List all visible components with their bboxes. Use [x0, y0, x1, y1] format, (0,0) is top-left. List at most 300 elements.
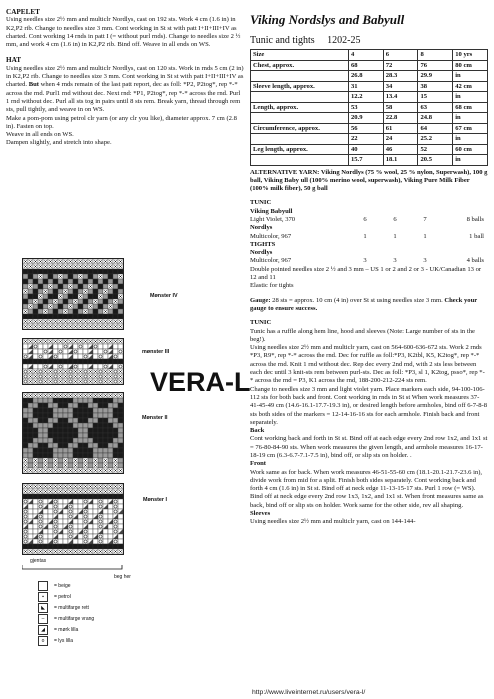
chart-grid — [23, 339, 123, 384]
chart-cell — [118, 398, 123, 403]
chart-cell — [98, 289, 103, 294]
table-cell: 18.1 — [383, 155, 418, 166]
chart-cell — [23, 299, 28, 304]
chart-cell — [38, 314, 43, 319]
legend-item — [38, 635, 94, 646]
chart-cell — [58, 433, 63, 438]
chart-cell — [33, 448, 38, 453]
chart-cell — [118, 403, 123, 408]
chart-cell — [33, 408, 38, 413]
chart-cell — [98, 423, 103, 428]
chart-cell — [68, 438, 73, 443]
tunic-heading: TUNIC — [250, 319, 272, 327]
chart-cell — [93, 423, 98, 428]
chart-cell — [38, 453, 43, 458]
chart-cell — [28, 309, 33, 314]
elastic-text: Elastic for tights — [250, 282, 294, 290]
chart-cell — [118, 289, 123, 294]
chart-cell — [103, 398, 108, 403]
table-cell: 15.7 — [348, 155, 383, 166]
chart-cell — [88, 418, 93, 423]
chart-cell — [63, 299, 68, 304]
chart-cell — [53, 398, 58, 403]
chart-cell — [48, 443, 53, 448]
chart-cell — [43, 519, 48, 524]
chart-cell — [108, 299, 113, 304]
chart-cell — [68, 294, 73, 299]
chart-cell — [78, 534, 83, 539]
chart-cell — [28, 534, 33, 539]
chart-cell — [33, 269, 38, 274]
table-row — [251, 155, 488, 166]
chart-cell — [53, 408, 58, 413]
chart-cell — [103, 403, 108, 408]
table-cell: 46 — [383, 144, 418, 155]
chart-cell — [118, 453, 123, 458]
chart-cell — [63, 453, 68, 458]
chart-cell — [118, 354, 123, 359]
chart-cell — [48, 269, 53, 274]
chart-cell — [28, 514, 33, 519]
chart-cell — [63, 494, 68, 499]
chart-cell — [113, 418, 118, 423]
chart-cell — [33, 544, 38, 549]
chart-cell — [93, 274, 98, 279]
chart-cell — [113, 364, 118, 369]
chart-cell — [118, 534, 123, 539]
chart-cell — [118, 514, 123, 519]
chart-cell — [63, 499, 68, 504]
legend-item — [38, 624, 94, 635]
chart-cell — [58, 289, 63, 294]
chart-cell — [113, 433, 118, 438]
yarn-qty: 1 — [363, 232, 367, 240]
chart-cell — [78, 453, 83, 458]
chart-cell — [108, 408, 113, 413]
chart-cell — [88, 529, 93, 534]
chart-cell — [108, 269, 113, 274]
chart-cell — [43, 354, 48, 359]
chart-cell — [63, 413, 68, 418]
chart-cell — [63, 529, 68, 534]
chart-cell — [113, 413, 118, 418]
chart-cell — [43, 344, 48, 349]
chart-cell — [108, 453, 113, 458]
chart-cell — [53, 423, 58, 428]
chart-cell — [58, 269, 63, 274]
chart-cell — [73, 529, 78, 534]
chart-cell — [118, 524, 123, 529]
chart-cell — [83, 418, 88, 423]
chart-cell — [113, 359, 118, 364]
chart-cell — [113, 443, 118, 448]
chart-cell — [93, 349, 98, 354]
sleeves-text: Using needles size 2½ mm and multiclr yarn, cast on 144-144- — [250, 518, 416, 526]
chart-cell — [43, 359, 48, 364]
chart-cell — [83, 403, 88, 408]
chart-cell — [98, 418, 103, 423]
chart-cell — [78, 544, 83, 549]
label-pattern-iv: Mønster IV — [150, 293, 178, 299]
chart-cell — [43, 448, 48, 453]
chart-cell — [93, 294, 98, 299]
chart-cell — [93, 544, 98, 549]
chart-cell — [33, 428, 38, 433]
chart-cell — [83, 413, 88, 418]
chart-cell — [93, 443, 98, 448]
chart-cell — [93, 509, 98, 514]
chart-cell — [88, 413, 93, 418]
chart-pattern-iii — [22, 338, 124, 385]
table-cell: 40 — [348, 144, 383, 155]
chart-cell — [83, 364, 88, 369]
chart-cell — [103, 413, 108, 418]
table-cell: 20.5 — [418, 155, 453, 166]
hat-text-2: when 4 rnds remain of the last patt report, dec as foll: *P2, P2tog*, rep *-* across the rnd. Purl1 rnd without dec. Next rnd: *P1, P2tog*, rep *-* across the rnd. Purl 1 rnd without dec. Purl all sts tog in pairs until 8 sts rem. Break yarn, thread through rem sts, pull tightly, and weave in on WS. — [6, 81, 241, 114]
chart-cell — [33, 539, 38, 544]
chart-cell — [103, 544, 108, 549]
chart-cell — [93, 519, 98, 524]
chart-cell — [33, 413, 38, 418]
chart-cell — [43, 453, 48, 458]
chart-cell — [73, 304, 78, 309]
table-cell: 60 cm — [453, 144, 488, 155]
chart-cell — [93, 364, 98, 369]
table-cell: 52 — [418, 144, 453, 155]
table-cell: Circumference, approx. — [251, 123, 349, 134]
chart-cell — [113, 349, 118, 354]
chart-cell — [88, 279, 93, 284]
chart-cell — [103, 423, 108, 428]
table-cell: 38 — [418, 81, 453, 92]
legend-label: = multifarge rett — [54, 604, 89, 611]
chart-cell — [98, 453, 103, 458]
chart-cell — [108, 524, 113, 529]
chart-cell — [78, 423, 83, 428]
chart-cell — [43, 403, 48, 408]
chart-cell — [43, 269, 48, 274]
chart-cell — [58, 284, 63, 289]
chart-cell — [83, 304, 88, 309]
chart-cell — [58, 299, 63, 304]
chart-cell — [83, 279, 88, 284]
chart-cell — [73, 398, 78, 403]
chart-cell — [48, 413, 53, 418]
source-url[interactable]: http://www.liveinternet.ru/users/vera-l/ — [252, 689, 366, 696]
chart-cell — [58, 398, 63, 403]
chart-cell — [83, 269, 88, 274]
chart-cell — [53, 544, 58, 549]
chart-cell — [58, 423, 63, 428]
chart-cell — [108, 289, 113, 294]
chart-cell — [88, 524, 93, 529]
table-cell: 42 cm — [453, 81, 488, 92]
chart-cell — [23, 398, 28, 403]
chart-cell — [98, 458, 103, 463]
table-row — [251, 113, 488, 124]
chart-cell — [103, 408, 108, 413]
chart-cell — [48, 433, 53, 438]
chart-cell — [98, 359, 103, 364]
chart-cell — [33, 359, 38, 364]
chart-cell — [58, 519, 63, 524]
left-column — [6, 6, 244, 148]
chart-cell — [98, 438, 103, 443]
chart-cell — [23, 494, 28, 499]
yarn-qty: 3 — [393, 257, 397, 265]
chart-cell — [103, 299, 108, 304]
chart-cell — [68, 279, 73, 284]
chart-cell — [43, 514, 48, 519]
chart-cell — [48, 524, 53, 529]
table-row — [251, 71, 488, 82]
table-cell: Leg length, approx. — [251, 144, 349, 155]
chart-pattern-i — [22, 483, 124, 555]
chart-cell — [48, 463, 53, 468]
chart-cell — [23, 418, 28, 423]
table-cell — [251, 113, 349, 124]
chart-cell — [33, 304, 38, 309]
chart-cell — [78, 458, 83, 463]
chart-cell — [98, 299, 103, 304]
chart-cell — [93, 524, 98, 529]
chart-cell — [43, 284, 48, 289]
chart-cell — [63, 269, 68, 274]
chart-cell — [53, 304, 58, 309]
chart-cell — [93, 314, 98, 319]
page-title: Viking Nordslys and Babyull — [250, 12, 405, 27]
chart-cell — [83, 299, 88, 304]
chart-cell — [118, 418, 123, 423]
chart-cell — [28, 509, 33, 514]
chart-cell — [108, 504, 113, 509]
chart-cell — [93, 499, 98, 504]
chart-cell — [53, 413, 58, 418]
chart-cell — [118, 494, 123, 499]
gauge-body: 28 sts = approx. 10 cm (4 in) over St st using needles size 3 mm. — [270, 296, 445, 304]
chart-cell — [108, 314, 113, 319]
table-row — [251, 81, 488, 92]
chart-cell — [33, 524, 38, 529]
chart-cell — [103, 314, 108, 319]
table-cell: 34 — [383, 81, 418, 92]
chart-cell — [53, 433, 58, 438]
chart-cell — [53, 349, 58, 354]
chart-cell — [93, 398, 98, 403]
chart-cell — [53, 364, 58, 369]
chart-cell — [48, 398, 53, 403]
chart-cell — [43, 423, 48, 428]
nordlys-heading-2: Nordlys — [250, 249, 273, 257]
table-cell — [251, 92, 349, 103]
table-cell: in — [453, 113, 488, 124]
legend-item — [38, 580, 94, 591]
chart-cell — [58, 453, 63, 458]
chart-cell — [73, 438, 78, 443]
chart-cell — [43, 294, 48, 299]
table-cell: Length, approx. — [251, 102, 349, 113]
chart-cell — [28, 428, 33, 433]
chart-cell — [73, 423, 78, 428]
chart-cell — [38, 423, 43, 428]
chart-cell — [73, 309, 78, 314]
chart-cell — [78, 499, 83, 504]
chart-cell — [28, 294, 33, 299]
chart-cell — [63, 359, 68, 364]
chart-cell — [43, 539, 48, 544]
swatch-multi-knit: ◣ — [38, 603, 48, 613]
chart-cell — [68, 274, 73, 279]
chart-cell — [58, 499, 63, 504]
chart-cell — [23, 403, 28, 408]
chart-cell — [48, 423, 53, 428]
chart-cell — [53, 418, 58, 423]
chart-cell — [108, 274, 113, 279]
chart-cell — [103, 418, 108, 423]
chart-cell — [93, 448, 98, 453]
chart-cell — [98, 284, 103, 289]
chart-cell — [28, 458, 33, 463]
chart-cell — [68, 453, 73, 458]
table-cell: 6 — [383, 50, 418, 61]
chart-cell — [113, 398, 118, 403]
chart-cell — [63, 398, 68, 403]
yarn-row-multicolor — [250, 233, 488, 241]
chart-cell — [73, 314, 78, 319]
chart-cell — [103, 284, 108, 289]
chart-cell — [53, 448, 58, 453]
chart-cell — [28, 403, 33, 408]
chart-cell — [88, 274, 93, 279]
chart-cell — [58, 448, 63, 453]
table-cell — [251, 134, 349, 145]
chart-cell — [83, 423, 88, 428]
chart-cell — [103, 539, 108, 544]
gauge-label: Gauge: — [250, 296, 271, 304]
chart-cell — [53, 309, 58, 314]
chart-cell — [88, 534, 93, 539]
chart-cell — [118, 463, 123, 468]
chart-cell — [118, 499, 123, 504]
chart-cell — [43, 314, 48, 319]
chart-cell — [28, 423, 33, 428]
chart-cell — [33, 364, 38, 369]
pattern-subtitle — [250, 35, 488, 47]
chart-cell — [63, 519, 68, 524]
chart-cell — [68, 299, 73, 304]
chart-cell — [33, 354, 38, 359]
pattern-code: 1202-25 — [327, 35, 361, 46]
chart-cell — [83, 344, 88, 349]
chart-cell — [68, 314, 73, 319]
chart-cell — [23, 413, 28, 418]
chart-cell — [103, 494, 108, 499]
chart-cell — [108, 433, 113, 438]
chart-cell — [73, 284, 78, 289]
chart-cell — [73, 453, 78, 458]
front-heading: Front — [250, 460, 266, 468]
chart-cell — [113, 544, 118, 549]
chart-cell — [33, 309, 38, 314]
needles-text: Double pointed needles size 2 ½ and 3 mm – US 1 or 2 and 2 or 3 - UK/Canadian 13 or 12 and 11 — [250, 265, 482, 282]
chart-cell — [33, 398, 38, 403]
chart-cell — [63, 294, 68, 299]
chart-cell — [88, 314, 93, 319]
chart-cell — [78, 443, 83, 448]
chart-cell — [33, 289, 38, 294]
chart-cell — [43, 433, 48, 438]
table-cell: Size — [251, 50, 349, 61]
chart-cell — [23, 423, 28, 428]
legend-label: = lys lilla — [54, 637, 74, 644]
chart-cell — [83, 294, 88, 299]
chart-cell — [63, 509, 68, 514]
chart-cell — [38, 448, 43, 453]
chart-cell — [53, 344, 58, 349]
chart-cell — [38, 438, 43, 443]
swatch-beige — [38, 581, 48, 591]
chart-grid — [23, 259, 123, 329]
chart-cell — [28, 438, 33, 443]
chart-cell — [88, 504, 93, 509]
chart-cell — [98, 309, 103, 314]
chart-cell — [73, 289, 78, 294]
chart-cell — [118, 458, 123, 463]
chart-cell — [108, 509, 113, 514]
chart-cell — [68, 544, 73, 549]
chart-cell — [98, 494, 103, 499]
chart-cell — [43, 408, 48, 413]
chart-cell — [28, 279, 33, 284]
chart-cell — [48, 294, 53, 299]
chart-cell — [23, 349, 28, 354]
chart-cell — [73, 544, 78, 549]
chart-cell — [28, 494, 33, 499]
chart-cell — [33, 279, 38, 284]
chart-cell — [53, 443, 58, 448]
chart-cell — [53, 279, 58, 284]
legend-item — [38, 613, 94, 624]
alt-yarn: ALTERNATIVE YARN: Viking Nordlys (75 % wool, 25 % nylon, Superwash), 100 g ball, Viking Baby ull (100% merino wool, superwash), Viking Pure Milk Fiber (100% milk fiber), 50 g ball — [250, 168, 488, 193]
chart-cell — [48, 458, 53, 463]
chart-cell — [38, 289, 43, 294]
chart-cell — [73, 274, 78, 279]
chart-cell — [68, 289, 73, 294]
chart-cell — [98, 413, 103, 418]
chart-cell — [108, 463, 113, 468]
chart-cell — [38, 413, 43, 418]
chart-cell — [33, 509, 38, 514]
chart-cell — [98, 463, 103, 468]
table-cell: 22.8 — [383, 113, 418, 124]
chart-cell — [78, 448, 83, 453]
chart-cell — [88, 269, 93, 274]
back-heading: Back — [250, 427, 265, 435]
yarn-name: Light Violet, 370 — [250, 215, 296, 223]
chart-cell — [28, 289, 33, 294]
chart-cell — [48, 359, 53, 364]
chart-pattern-iv — [22, 258, 124, 330]
chart-cell — [93, 453, 98, 458]
chart-cell — [28, 453, 33, 458]
chart-cell — [68, 458, 73, 463]
chart-cell — [63, 304, 68, 309]
chart-cell — [23, 428, 28, 433]
chart-cell — [78, 514, 83, 519]
chart-cell — [88, 408, 93, 413]
chart-cell — [63, 349, 68, 354]
chart-cell — [53, 314, 58, 319]
